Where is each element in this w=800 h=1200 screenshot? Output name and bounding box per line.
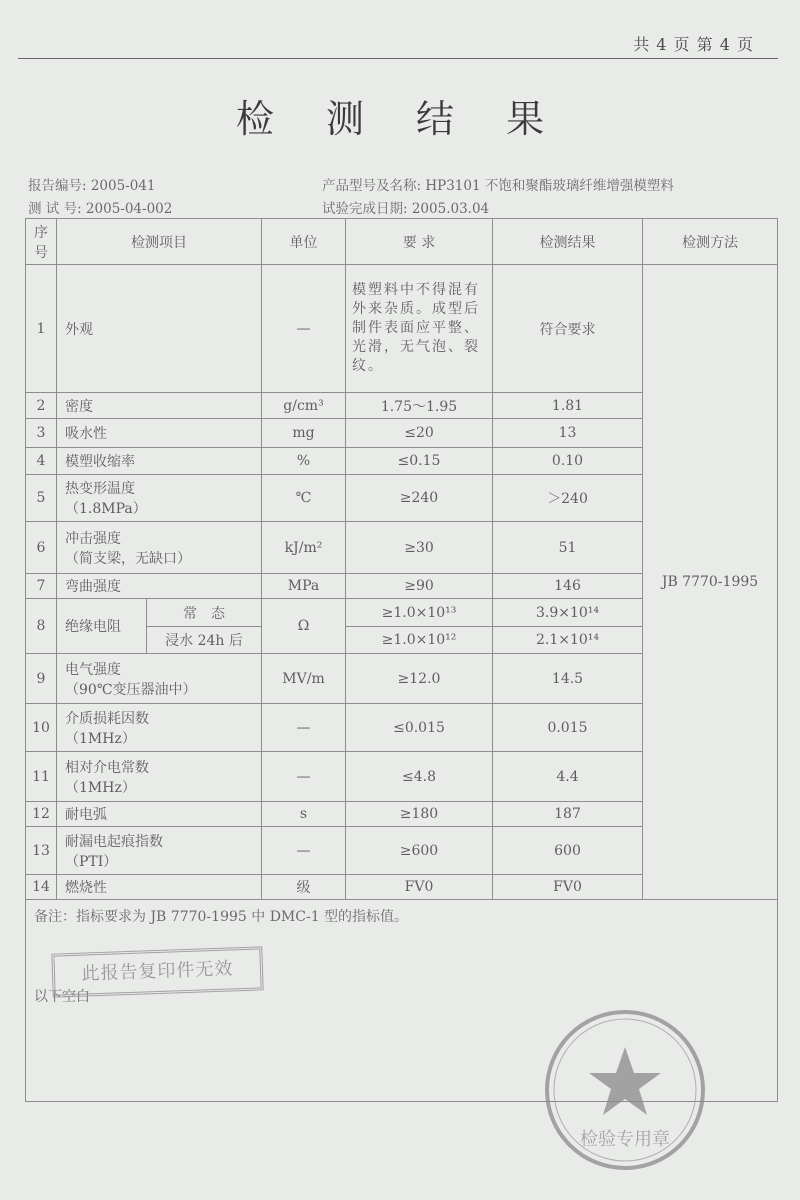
row-unit: MPa xyxy=(262,574,346,599)
row-requirement: ≥90 xyxy=(346,574,493,599)
row-item xyxy=(57,752,262,802)
row-result: 2.1×10¹⁴ xyxy=(493,627,643,654)
row-requirement: ≥1.0×10¹² xyxy=(346,627,493,654)
row-unit: g/cm³ xyxy=(262,393,346,419)
row-result: 146 xyxy=(493,574,643,599)
row-item: 外观 xyxy=(57,265,262,393)
row-result: FV0 xyxy=(493,875,643,900)
table-row xyxy=(26,265,778,393)
row-seq: 11 xyxy=(26,752,57,802)
row-requirement: FV0 xyxy=(346,875,493,900)
row-item: 耐电弧 xyxy=(57,802,262,827)
row-result: 1.81 xyxy=(493,393,643,419)
row-seq: 13 xyxy=(26,827,57,875)
header-seq: 序号 xyxy=(26,219,57,265)
row-requirement: ≥180 xyxy=(346,802,493,827)
header-method: 检测方法 xyxy=(643,219,778,265)
header-requirement: 要 求 xyxy=(346,219,493,265)
row-item-name: 热变形温度 xyxy=(65,481,135,497)
header-unit: 单位 xyxy=(262,219,346,265)
row-item-condition: （1MHz） xyxy=(65,779,136,796)
row-item-name: 介质损耗因数 xyxy=(65,710,149,727)
page-number-header: 共 4 页 第 4 页 xyxy=(633,35,754,54)
row-item: 密度 xyxy=(57,393,262,419)
row-seq: 7 xyxy=(26,574,57,599)
row-requirement: ≤0.15 xyxy=(346,448,493,475)
row-condition: 常 态 xyxy=(147,599,262,627)
completion-date: 试验完成日期: 2005.03.04 xyxy=(322,201,490,217)
row-requirement: 1.75～1.95 xyxy=(346,393,493,419)
remaining-blank-text: 以下空白 xyxy=(34,989,90,1005)
row-unit: kJ/m² xyxy=(262,522,346,574)
row-requirement: ≥240 xyxy=(346,475,493,522)
row-result: 0.015 xyxy=(493,704,643,752)
row-item-name: 相对介电常数 xyxy=(65,759,149,776)
row-item: 吸水性 xyxy=(57,419,262,448)
header-result: 检测结果 xyxy=(493,219,643,265)
official-seal xyxy=(540,1005,710,1175)
row-requirement: ≥600 xyxy=(346,827,493,875)
row-item-name: 电气强度 xyxy=(65,661,121,678)
row-unit: s xyxy=(262,802,346,827)
row-result: 4.4 xyxy=(493,752,643,802)
test-number: 测 试 号: 2005-04-002 xyxy=(28,201,173,217)
row-result: ＞240 xyxy=(493,475,643,522)
row-condition: 浸水 24h 后 xyxy=(147,627,262,654)
row-item-condition: （简支梁，无缺口） xyxy=(65,550,191,567)
row-unit: — xyxy=(262,265,346,393)
row-unit: ℃ xyxy=(262,475,346,522)
row-seq: 14 xyxy=(26,875,57,900)
row-result: 符合要求 xyxy=(493,265,643,393)
row-requirement: ≤4.8 xyxy=(346,752,493,802)
row-item: 弯曲强度 xyxy=(57,574,262,599)
row-requirement: 模塑料中不得混有外来杂质。成型后制件表面应平整、光滑，无气泡、裂纹。 xyxy=(346,265,493,393)
row-seq: 10 xyxy=(26,704,57,752)
row-item-condition: （1.8MPa） xyxy=(65,501,147,517)
row-unit: Ω xyxy=(262,599,346,654)
row-item-condition: （PTI） xyxy=(65,853,118,870)
row-item-condition: （90℃变压器油中） xyxy=(65,681,197,698)
row-item-name: 耐漏电起痕指数 xyxy=(65,833,163,850)
row-requirement: ≥12.0 xyxy=(346,654,493,704)
header-divider xyxy=(18,58,778,59)
page-title: 检 测 结 果 xyxy=(235,97,565,141)
star-icon xyxy=(589,1047,661,1115)
row-result: 3.9×10¹⁴ xyxy=(493,599,643,627)
copy-invalid-stamp: 此报告复印件无效 xyxy=(51,946,263,997)
row-result: 51 xyxy=(493,522,643,574)
row-seq: 1 xyxy=(26,265,57,393)
row-requirement: ≥30 xyxy=(346,522,493,574)
seal-label: 检验专用章 xyxy=(580,1129,670,1150)
row-seq: 12 xyxy=(26,802,57,827)
row-result: 0.10 xyxy=(493,448,643,475)
row-unit: MV/m xyxy=(262,654,346,704)
row-seq: 3 xyxy=(26,419,57,448)
row-item-name: 冲击强度 xyxy=(65,530,121,547)
row-item xyxy=(57,827,262,875)
row-item: 燃烧性 xyxy=(57,875,262,900)
row-seq: 8 xyxy=(26,599,57,654)
row-item xyxy=(57,704,262,752)
row-requirement: ≤0.015 xyxy=(346,704,493,752)
row-unit: % xyxy=(262,448,346,475)
product-name: 产品型号及名称: HP3101 不饱和聚酯玻璃纤维增强模塑料 xyxy=(322,178,674,194)
test-method-cell: JB 7770-1995 xyxy=(643,265,778,900)
remarks-text: 备注：指标要求为 JB 7770-1995 中 DMC-1 型的指标值。 xyxy=(34,909,409,925)
row-unit: — xyxy=(262,704,346,752)
row-item: 模塑收缩率 xyxy=(57,448,262,475)
row-item-condition: （1MHz） xyxy=(65,730,136,747)
row-seq: 9 xyxy=(26,654,57,704)
row-unit: — xyxy=(262,827,346,875)
row-seq: 4 xyxy=(26,448,57,475)
row-result: 13 xyxy=(493,419,643,448)
row-item: 绝缘电阻 xyxy=(57,599,147,654)
row-item xyxy=(57,475,262,522)
row-requirement: ≥1.0×10¹³ xyxy=(346,599,493,627)
row-requirement: ≤20 xyxy=(346,419,493,448)
row-seq: 2 xyxy=(26,393,57,419)
row-result: 14.5 xyxy=(493,654,643,704)
table-header-row xyxy=(26,219,778,265)
row-result: 187 xyxy=(493,802,643,827)
header-item: 检测项目 xyxy=(57,219,262,265)
row-seq: 5 xyxy=(26,475,57,522)
row-unit: mg xyxy=(262,419,346,448)
row-item xyxy=(57,522,262,574)
row-unit: — xyxy=(262,752,346,802)
row-result: 600 xyxy=(493,827,643,875)
row-unit: 级 xyxy=(262,875,346,900)
row-seq: 6 xyxy=(26,522,57,574)
report-number: 报告编号: 2005-041 xyxy=(28,178,156,194)
row-item xyxy=(57,654,262,704)
